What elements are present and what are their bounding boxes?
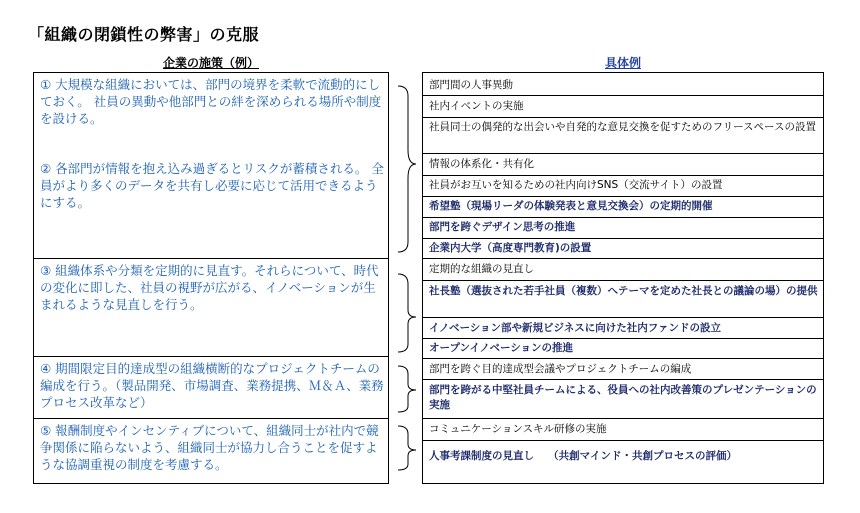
measures-divider [33,258,389,259]
example-divider [422,95,824,96]
example-item: 部門を跨ぐ目的達成型会議やプロジェクトチームの編成 [429,363,692,375]
example-divider [422,175,824,176]
example-divider [422,153,824,154]
measure-item: ⑤ 報酬制度やインセンティブについて、組織同士が社内で競争関係に陥らないよう、組織同士が協力し合うことを促すような協調重視の制度を考慮する。 [40,423,379,472]
example-item: 希望塾（現場リーダの体験発表と意見交換会）の定期的開催 [429,200,713,212]
measures-divider [33,356,389,357]
example-item: 社内イベントの実施 [429,100,524,112]
example-divider [422,258,824,259]
measure-item: ③ 組織体系や分類を定期的に見直す。それらについて、時代の変化に即した、社員の視野が広がる、イノベーションが生まれるような見直しを行う。 [40,263,379,312]
example-item: 人事考課制度の見直し （共創マインド・共創プロセスの評価） [429,450,737,462]
measures-header: 企業の施策（例） [162,56,259,70]
example-divider [422,280,824,281]
example-item: コミュニケーションスキル研修の実施 [429,423,607,435]
measure-item: ② 各部門が情報を抱え込み過ぎるとリスクが蓄積される。 全員がより多くのデータを共有し必要に応じて活用できるようにする。 [40,161,384,210]
example-divider [422,217,824,218]
example-divider [422,358,824,359]
example-divider [422,440,824,441]
example-item: 社員がお互いを知るための社内向けSNS（交流サイト）の設置 [429,179,723,191]
bracket-group-1 [398,86,416,252]
bracket-group-2 [398,274,416,352]
example-item: イノベーション部や新規ビジネスに向けた社内ファンドの設立 [429,322,722,334]
example-item: 部門間の人事異動 [429,79,513,91]
measures-divider [33,418,389,419]
measure-item: ① 大規模な組織においては、部門の境界を柔軟で流動的にしておく。 社員の異動や他部門との絆を深められる場所や制度を設ける。 [40,77,382,126]
example-item: 定期的な組織の見直し [429,263,534,275]
example-divider [422,379,824,380]
bracket-group-4 [398,426,416,470]
example-divider [422,196,824,197]
example-item: 社員同士の偶発的な出会いや自発的な意見交換を促すためのフリースペースの設置 [429,121,817,133]
example-item: 企業内大学（高度専門教育)の設置 [429,242,592,254]
example-divider [422,338,824,339]
examples-header: 具体例 [604,56,641,70]
example-item: 部門を跨がる中堅社員チームによる、役員への社内改善策のプレゼンテーションの実施 [429,384,817,411]
example-item: 社長塾（選抜された若手社員（複数）へテーマを定めた社長との議論の場）の提供 [429,285,818,297]
example-divider [422,238,824,239]
example-item: オープンイノベーションの推進 [429,342,574,354]
example-item: 情報の体系化・共有化 [429,158,534,170]
example-divider [422,317,824,318]
example-divider [422,418,824,419]
bracket-connectors [392,72,422,484]
example-item: 部門を跨ぐデザイン思考の推進 [429,221,576,233]
measure-item: ④ 期間限定目的達成型の組織横断的なプロジェクトチームの編成を行う。（製品開発、市場調査、業務提携、Ｍ＆Ａ、業務プロセス改革など） [40,361,384,410]
bracket-group-3 [398,366,416,412]
page-title: 「組織の閉鎖性の弊害」の克服 [28,25,260,44]
example-divider [422,117,824,118]
